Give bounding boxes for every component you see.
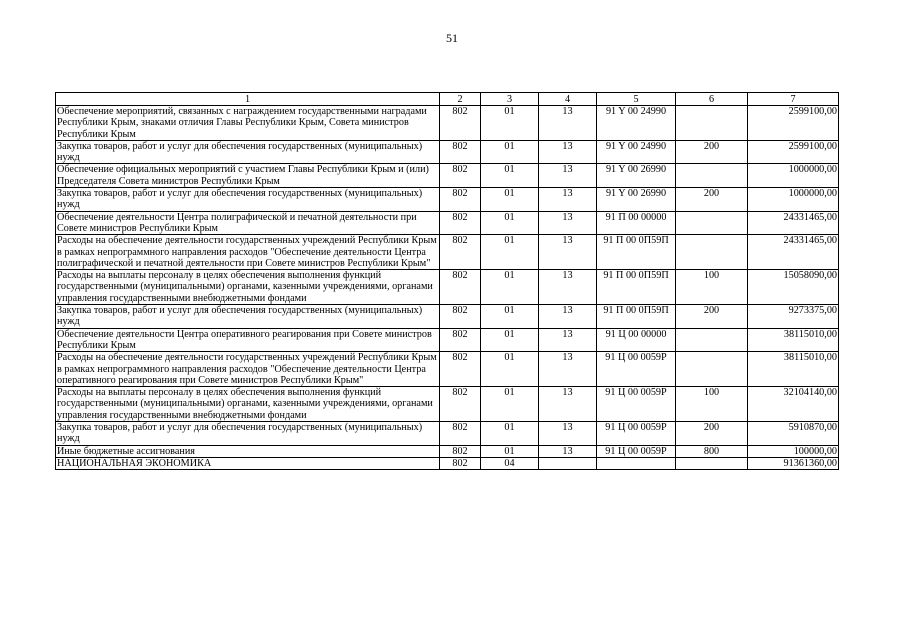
- header-row: [56, 93, 839, 106]
- target-article-code: [597, 457, 676, 469]
- ministry-code: 802: [440, 387, 481, 422]
- expense-type-code: 200: [676, 422, 748, 446]
- section-code: 01: [481, 445, 539, 457]
- ministry-code: 802: [440, 352, 481, 387]
- expense-name: НАЦИОНАЛЬНАЯ ЭКОНОМИКА: [56, 457, 440, 469]
- target-article-code: 91 П 00 0П59П: [597, 270, 676, 305]
- table-row: [56, 445, 839, 457]
- section-code: 01: [481, 270, 539, 305]
- target-article-code: 91 Y 00 24990: [597, 140, 676, 164]
- amount: 24331465,00: [748, 211, 839, 235]
- column-header-6: 6: [676, 93, 748, 106]
- expense-type-code: [676, 457, 748, 469]
- table-row: [56, 188, 839, 212]
- table-row: [56, 422, 839, 446]
- subsection-code: 13: [539, 140, 597, 164]
- section-code: 01: [481, 328, 539, 352]
- expense-type-code: [676, 164, 748, 188]
- section-code: 01: [481, 188, 539, 212]
- amount: 32104140,00: [748, 387, 839, 422]
- ministry-code: 802: [440, 211, 481, 235]
- ministry-code: 802: [440, 422, 481, 446]
- budget-table: [55, 92, 839, 470]
- column-header-5: 5: [597, 93, 676, 106]
- expense-name: Закупка товаров, работ и услуг для обеспечения государственных (муниципальных) нужд: [56, 140, 440, 164]
- amount: 5910870,00: [748, 422, 839, 446]
- subsection-code: 13: [539, 328, 597, 352]
- section-code: 01: [481, 305, 539, 329]
- table-row: [56, 270, 839, 305]
- section-code: 01: [481, 387, 539, 422]
- expense-name: Закупка товаров, работ и услуг для обеспечения государственных (муниципальных) нужд: [56, 305, 440, 329]
- subsection-code: 13: [539, 387, 597, 422]
- ministry-code: 802: [440, 106, 481, 141]
- column-header-3: 3: [481, 93, 539, 106]
- ministry-code: 802: [440, 140, 481, 164]
- column-header-4: 4: [539, 93, 597, 106]
- target-article-code: 91 Y 00 24990: [597, 106, 676, 141]
- subsection-code: 13: [539, 352, 597, 387]
- expense-name: Расходы на обеспечение деятельности государственных учреждений Республики Крым в рамках непрограммного направления расходов "Обеспечение деятельности Центра оперативного реагирования при Совете министров Республики Крым": [56, 352, 440, 387]
- ministry-code: 802: [440, 445, 481, 457]
- target-article-code: 91 Ц 00 0059Р: [597, 352, 676, 387]
- expense-name: Расходы на выплаты персоналу в целях обеспечения выполнения функций государственными (муниципальными) органами, казенными учреждениями, органами управления государственными внебюджетными фондами: [56, 270, 440, 305]
- column-header-1: 1: [56, 93, 440, 106]
- table-row: [56, 164, 839, 188]
- table-row: [56, 352, 839, 387]
- ministry-code: 802: [440, 457, 481, 469]
- target-article-code: 91 Ц 00 0059Р: [597, 422, 676, 446]
- expense-type-code: [676, 328, 748, 352]
- target-article-code: 91 Ц 00 0059Р: [597, 445, 676, 457]
- expense-type-code: 200: [676, 140, 748, 164]
- section-code: 01: [481, 352, 539, 387]
- amount: 38115010,00: [748, 352, 839, 387]
- subsection-code: 13: [539, 164, 597, 188]
- amount: 38115010,00: [748, 328, 839, 352]
- amount: 2599100,00: [748, 106, 839, 141]
- ministry-code: 802: [440, 270, 481, 305]
- table-row: [56, 387, 839, 422]
- target-article-code: 91 Ц 00 0059Р: [597, 387, 676, 422]
- subsection-code: 13: [539, 106, 597, 141]
- expense-name: Закупка товаров, работ и услуг для обеспечения государственных (муниципальных) нужд: [56, 188, 440, 212]
- ministry-code: 802: [440, 235, 481, 270]
- amount: 91361360,00: [748, 457, 839, 469]
- table-row: [56, 328, 839, 352]
- amount: 100000,00: [748, 445, 839, 457]
- section-code: 04: [481, 457, 539, 469]
- table-row: [56, 106, 839, 141]
- amount: 1000000,00: [748, 188, 839, 212]
- subsection-code: 13: [539, 188, 597, 212]
- expense-type-code: 800: [676, 445, 748, 457]
- ministry-code: 802: [440, 328, 481, 352]
- expense-type-code: [676, 352, 748, 387]
- section-code: 01: [481, 422, 539, 446]
- expense-name: Обеспечение официальных мероприятий с участием Главы Республики Крым и (или) Председателя Совета министров Республики Крым: [56, 164, 440, 188]
- table-row: [56, 457, 839, 469]
- expense-name: Обеспечение деятельности Центра оперативного реагирования при Совете министров Республики Крым: [56, 328, 440, 352]
- subsection-code: 13: [539, 422, 597, 446]
- target-article-code: 91 П 00 0П59П: [597, 305, 676, 329]
- column-header-7: 7: [748, 93, 839, 106]
- amount: 24331465,00: [748, 235, 839, 270]
- expense-name: Обеспечение деятельности Центра полиграфической и печатной деятельности при Совете министров Республики Крым: [56, 211, 440, 235]
- expense-type-code: [676, 211, 748, 235]
- target-article-code: 91 П 00 00000: [597, 211, 676, 235]
- expense-type-code: 100: [676, 387, 748, 422]
- subsection-code: 13: [539, 211, 597, 235]
- expense-type-code: [676, 106, 748, 141]
- expense-type-code: 200: [676, 305, 748, 329]
- page-number: 51: [446, 31, 458, 45]
- table-row: [56, 140, 839, 164]
- amount: 1000000,00: [748, 164, 839, 188]
- target-article-code: 91 Y 00 26990: [597, 164, 676, 188]
- amount: 2599100,00: [748, 140, 839, 164]
- ministry-code: 802: [440, 188, 481, 212]
- expense-name: Расходы на выплаты персоналу в целях обеспечения выполнения функций государственными (муниципальными) органами, казенными учреждениями, органами управления государственными внебюджетными фондами: [56, 387, 440, 422]
- column-header-2: 2: [440, 93, 481, 106]
- expense-name: Расходы на обеспечение деятельности государственных учреждений Республики Крым в рамках непрограммного направления расходов "Обеспечение деятельности Центра полиграфической и печатной деятельности при Совете министров Республики Крым": [56, 235, 440, 270]
- table-row: [56, 235, 839, 270]
- target-article-code: 91 Ц 00 00000: [597, 328, 676, 352]
- section-code: 01: [481, 164, 539, 188]
- ministry-code: 802: [440, 164, 481, 188]
- expense-type-code: 200: [676, 188, 748, 212]
- section-code: 01: [481, 211, 539, 235]
- expense-name: Закупка товаров, работ и услуг для обеспечения государственных (муниципальных) нужд: [56, 422, 440, 446]
- subsection-code: [539, 457, 597, 469]
- target-article-code: 91 П 00 0П59П: [597, 235, 676, 270]
- table-row: [56, 305, 839, 329]
- amount: 9273375,00: [748, 305, 839, 329]
- section-code: 01: [481, 106, 539, 141]
- expense-name: Иные бюджетные ассигнования: [56, 445, 440, 457]
- target-article-code: 91 Y 00 26990: [597, 188, 676, 212]
- section-code: 01: [481, 235, 539, 270]
- ministry-code: 802: [440, 305, 481, 329]
- table-row: [56, 211, 839, 235]
- expense-name: Обеспечение мероприятий, связанных с награждением государственными наградами Республики Крым, знаками отличия Главы Республики Крым, Совета министров Республики Крым: [56, 106, 440, 141]
- section-code: 01: [481, 140, 539, 164]
- subsection-code: 13: [539, 305, 597, 329]
- subsection-code: 13: [539, 270, 597, 305]
- amount: 15058090,00: [748, 270, 839, 305]
- expense-type-code: 100: [676, 270, 748, 305]
- subsection-code: 13: [539, 235, 597, 270]
- subsection-code: 13: [539, 445, 597, 457]
- expense-type-code: [676, 235, 748, 270]
